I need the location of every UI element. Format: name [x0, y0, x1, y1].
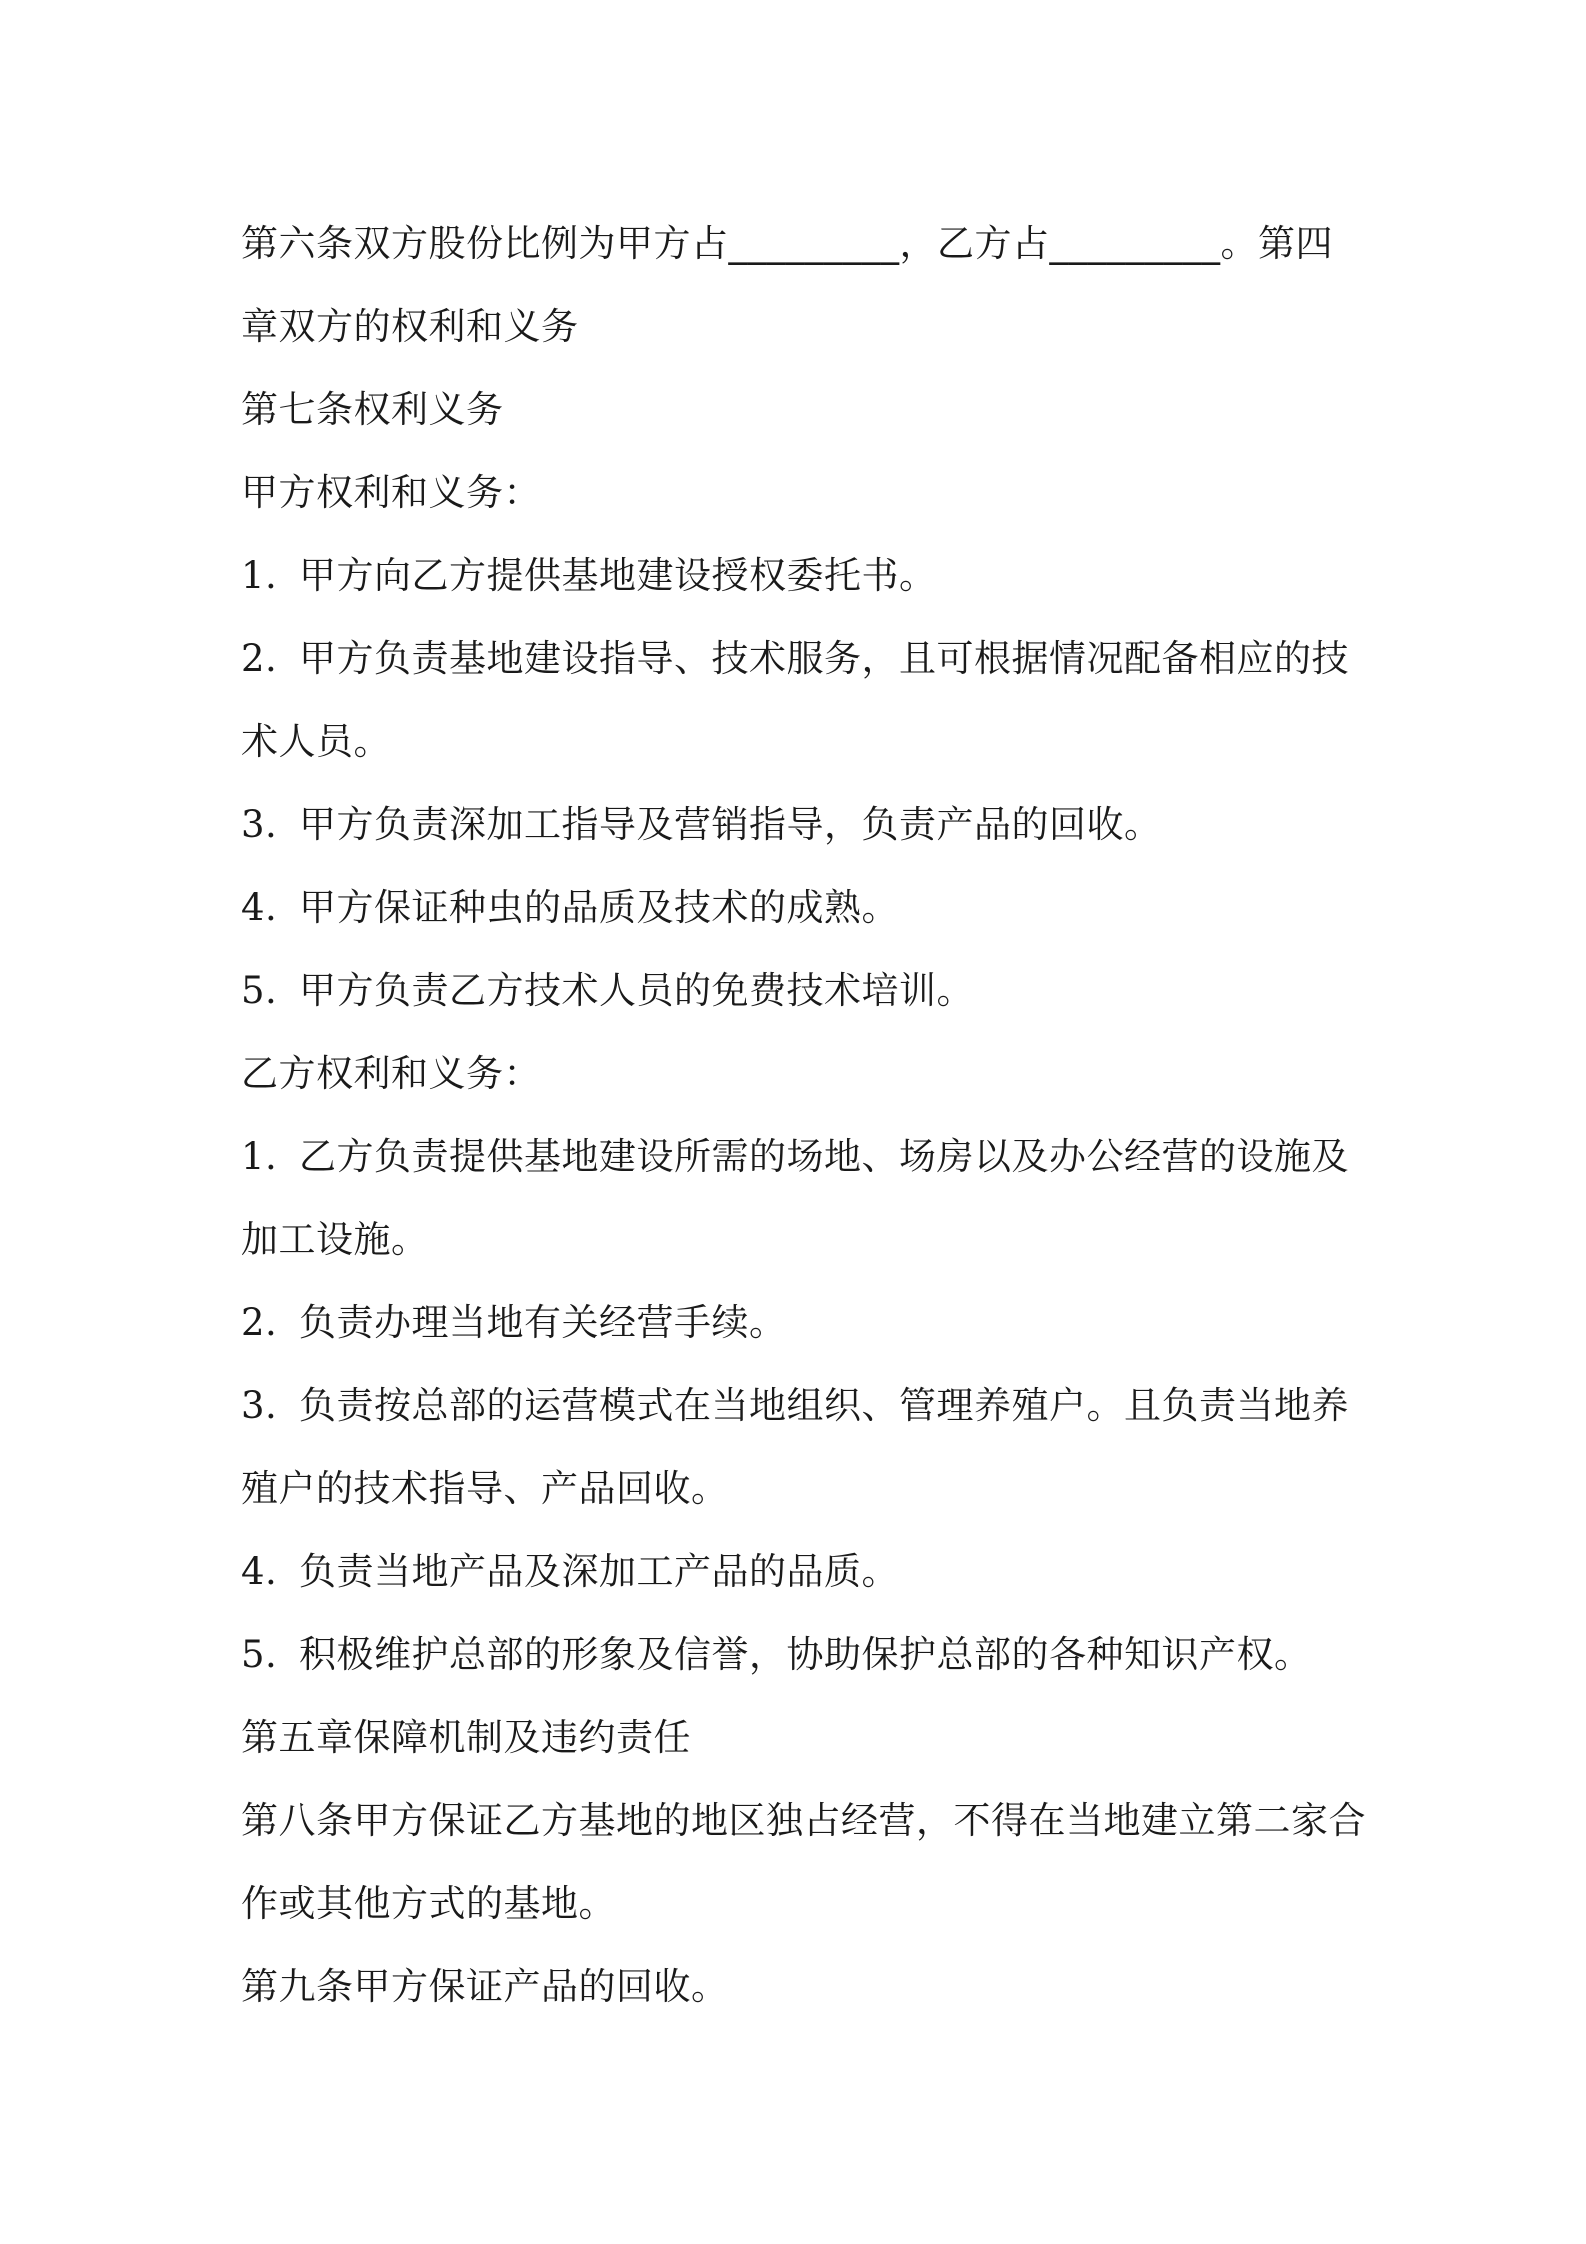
line-text: 加工设施。	[241, 1218, 429, 1261]
list-number: 4.	[241, 886, 278, 929]
line-text: 作或其他方式的基地。	[241, 1882, 616, 1925]
line-text: 第六条双方股份比例为甲方占_________，乙方占_________。第四	[241, 222, 1333, 265]
list-item	[241, 1530, 1351, 1613]
line-text: 甲方保证种虫的品质及技术的成熟。	[299, 886, 899, 929]
line-text: 甲方权利和义务：	[241, 471, 541, 514]
list-item	[241, 1364, 1351, 1447]
list-item	[241, 534, 1351, 617]
line-text: 殖户的技术指导、产品回收。	[241, 1467, 729, 1510]
line-text: 第八条甲方保证乙方基地的地区独占经营，不得在当地建立第二家合	[241, 1799, 1366, 1842]
line-text: 乙方权利和义务：	[241, 1052, 541, 1095]
line-text: 积极维护总部的形象及信誉，协助保护总部的各种知识产权。	[299, 1633, 1312, 1676]
list-item	[241, 866, 1351, 949]
paragraph-line	[241, 1032, 1351, 1115]
line-text: 负责办理当地有关经营手续。	[299, 1301, 787, 1344]
paragraph-line	[241, 1945, 1351, 2028]
line-text: 甲方负责基地建设指导、技术服务，且可根据情况配备相应的技	[299, 637, 1349, 680]
list-number: 4.	[241, 1550, 278, 1593]
line-text: 术人员。	[241, 720, 391, 763]
line-text: 第七条权利义务	[241, 388, 504, 431]
list-item	[241, 1115, 1351, 1198]
list-item	[241, 949, 1351, 1032]
list-item	[241, 783, 1351, 866]
line-text: 甲方负责乙方技术人员的免费技术培训。	[299, 969, 974, 1012]
list-number: 1.	[241, 1135, 278, 1178]
list-number: 3.	[241, 803, 278, 846]
line-text: 甲方向乙方提供基地建设授权委托书。	[299, 554, 937, 597]
list-number: 3.	[241, 1384, 278, 1427]
list-item	[241, 1613, 1351, 1696]
paragraph-line	[241, 202, 1351, 285]
paragraph-line	[241, 451, 1351, 534]
paragraph-line	[241, 285, 1351, 368]
line-text: 第五章保障机制及违约责任	[241, 1716, 691, 1759]
line-text: 章双方的权利和义务	[241, 305, 579, 348]
paragraph-line	[241, 1447, 1351, 1530]
list-number: 1.	[241, 554, 278, 597]
line-text: 负责当地产品及深加工产品的品质。	[299, 1550, 899, 1593]
list-item	[241, 617, 1351, 700]
line-text: 乙方负责提供基地建设所需的场地、场房以及办公经营的设施及	[299, 1135, 1349, 1178]
list-number: 5.	[241, 969, 278, 1012]
line-text: 甲方负责深加工指导及营销指导，负责产品的回收。	[299, 803, 1162, 846]
list-number: 5.	[241, 1633, 278, 1676]
list-number: 2.	[241, 1301, 278, 1344]
list-number: 2.	[241, 637, 278, 680]
paragraph-line	[241, 700, 1351, 783]
paragraph-line	[241, 1198, 1351, 1281]
line-text: 第九条甲方保证产品的回收。	[241, 1965, 729, 2008]
paragraph-line	[241, 1696, 1351, 1779]
list-item	[241, 1281, 1351, 1364]
document-page	[241, 202, 1366, 2028]
paragraph-line	[241, 1862, 1351, 1945]
line-text: 负责按总部的运营模式在当地组织、管理养殖户。且负责当地养	[299, 1384, 1349, 1427]
paragraph-line	[241, 1779, 1366, 1862]
paragraph-line	[241, 368, 1351, 451]
